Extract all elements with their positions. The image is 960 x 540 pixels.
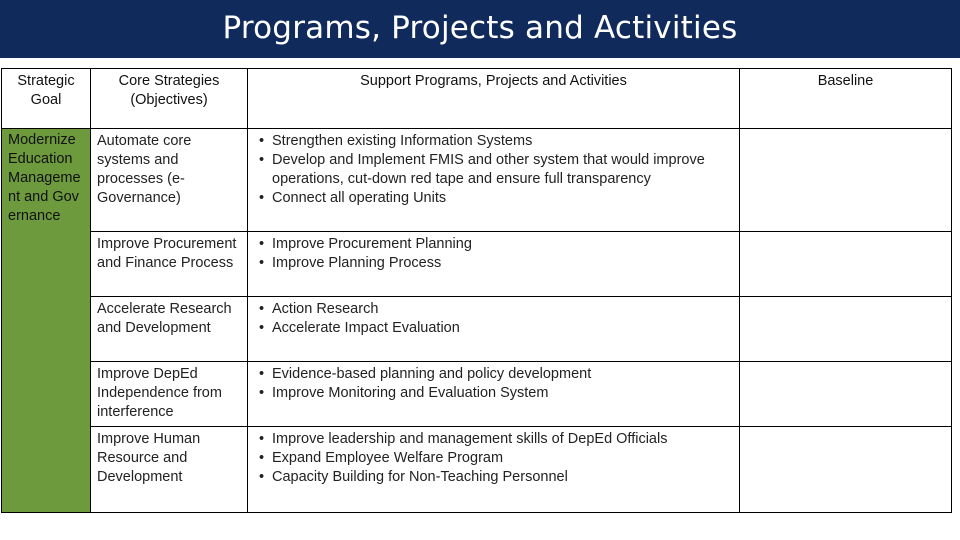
- header-row: [2, 69, 952, 129]
- program-item: • Improve leadership and management skills of DepEd Officials: [272, 430, 733, 449]
- program-item: • Evidence-based planning and policy development: [272, 365, 733, 384]
- program-item: • Improve Procurement Planning: [272, 235, 733, 254]
- strategic-goal-text: Modernize Education Management and Governance: [8, 132, 81, 224]
- program-item: • Strengthen existing Information Systems: [272, 132, 733, 151]
- programs-cell: [248, 232, 740, 297]
- programs-list: [254, 300, 733, 338]
- table-row: [2, 129, 952, 232]
- table-row: [2, 297, 952, 362]
- baseline-cell: [740, 362, 952, 427]
- header-strategy: Core Strategies (Objectives): [91, 69, 248, 129]
- programs-cell: [248, 129, 740, 232]
- program-item: • Capacity Building for Non-Teaching Personnel: [272, 468, 733, 487]
- header-programs: Support Programs, Projects and Activities: [248, 69, 740, 129]
- core-strategy-cell: Accelerate Research and Development: [91, 297, 248, 362]
- program-item: • Accelerate Impact Evaluation: [272, 319, 733, 338]
- title-bar: [0, 0, 960, 58]
- baseline-cell: [740, 129, 952, 232]
- program-item: • Improve Planning Process: [272, 254, 733, 273]
- core-strategy-cell: Improve DepEd Independence from interference: [91, 362, 248, 427]
- programs-list: [254, 430, 733, 487]
- page-title: Programs, Projects and Activities: [222, 10, 738, 46]
- programs-cell: [248, 297, 740, 362]
- programs-cell: [248, 427, 740, 513]
- core-strategy-cell: Improve Human Resource and Development: [91, 427, 248, 513]
- program-item: • Improve Monitoring and Evaluation System: [272, 384, 733, 403]
- strategic-goal-cell: [2, 129, 91, 513]
- table-body: [2, 129, 952, 513]
- header-goal: Strategic Goal: [2, 69, 91, 129]
- table-row: [2, 232, 952, 297]
- table-row: [2, 427, 952, 513]
- programs-cell: [248, 362, 740, 427]
- programs-list: [254, 132, 733, 208]
- baseline-cell: [740, 297, 952, 362]
- program-item: • Action Research: [272, 300, 733, 319]
- program-item: • Develop and Implement FMIS and other system that would improve operations, cut-down red tape and ensure full transparency: [272, 151, 733, 189]
- core-strategy-cell: Automate core systems and processes (e-Governance): [91, 129, 248, 232]
- ppa-table: [1, 68, 952, 513]
- baseline-cell: [740, 232, 952, 297]
- header-baseline: Baseline: [740, 69, 952, 129]
- table-row: [2, 362, 952, 427]
- program-item: • Connect all operating Units: [272, 189, 733, 208]
- programs-list: [254, 365, 733, 403]
- core-strategy-cell: Improve Procurement and Finance Process: [91, 232, 248, 297]
- programs-list: [254, 235, 733, 273]
- baseline-cell: [740, 427, 952, 513]
- program-item: • Expand Employee Welfare Program: [272, 449, 733, 468]
